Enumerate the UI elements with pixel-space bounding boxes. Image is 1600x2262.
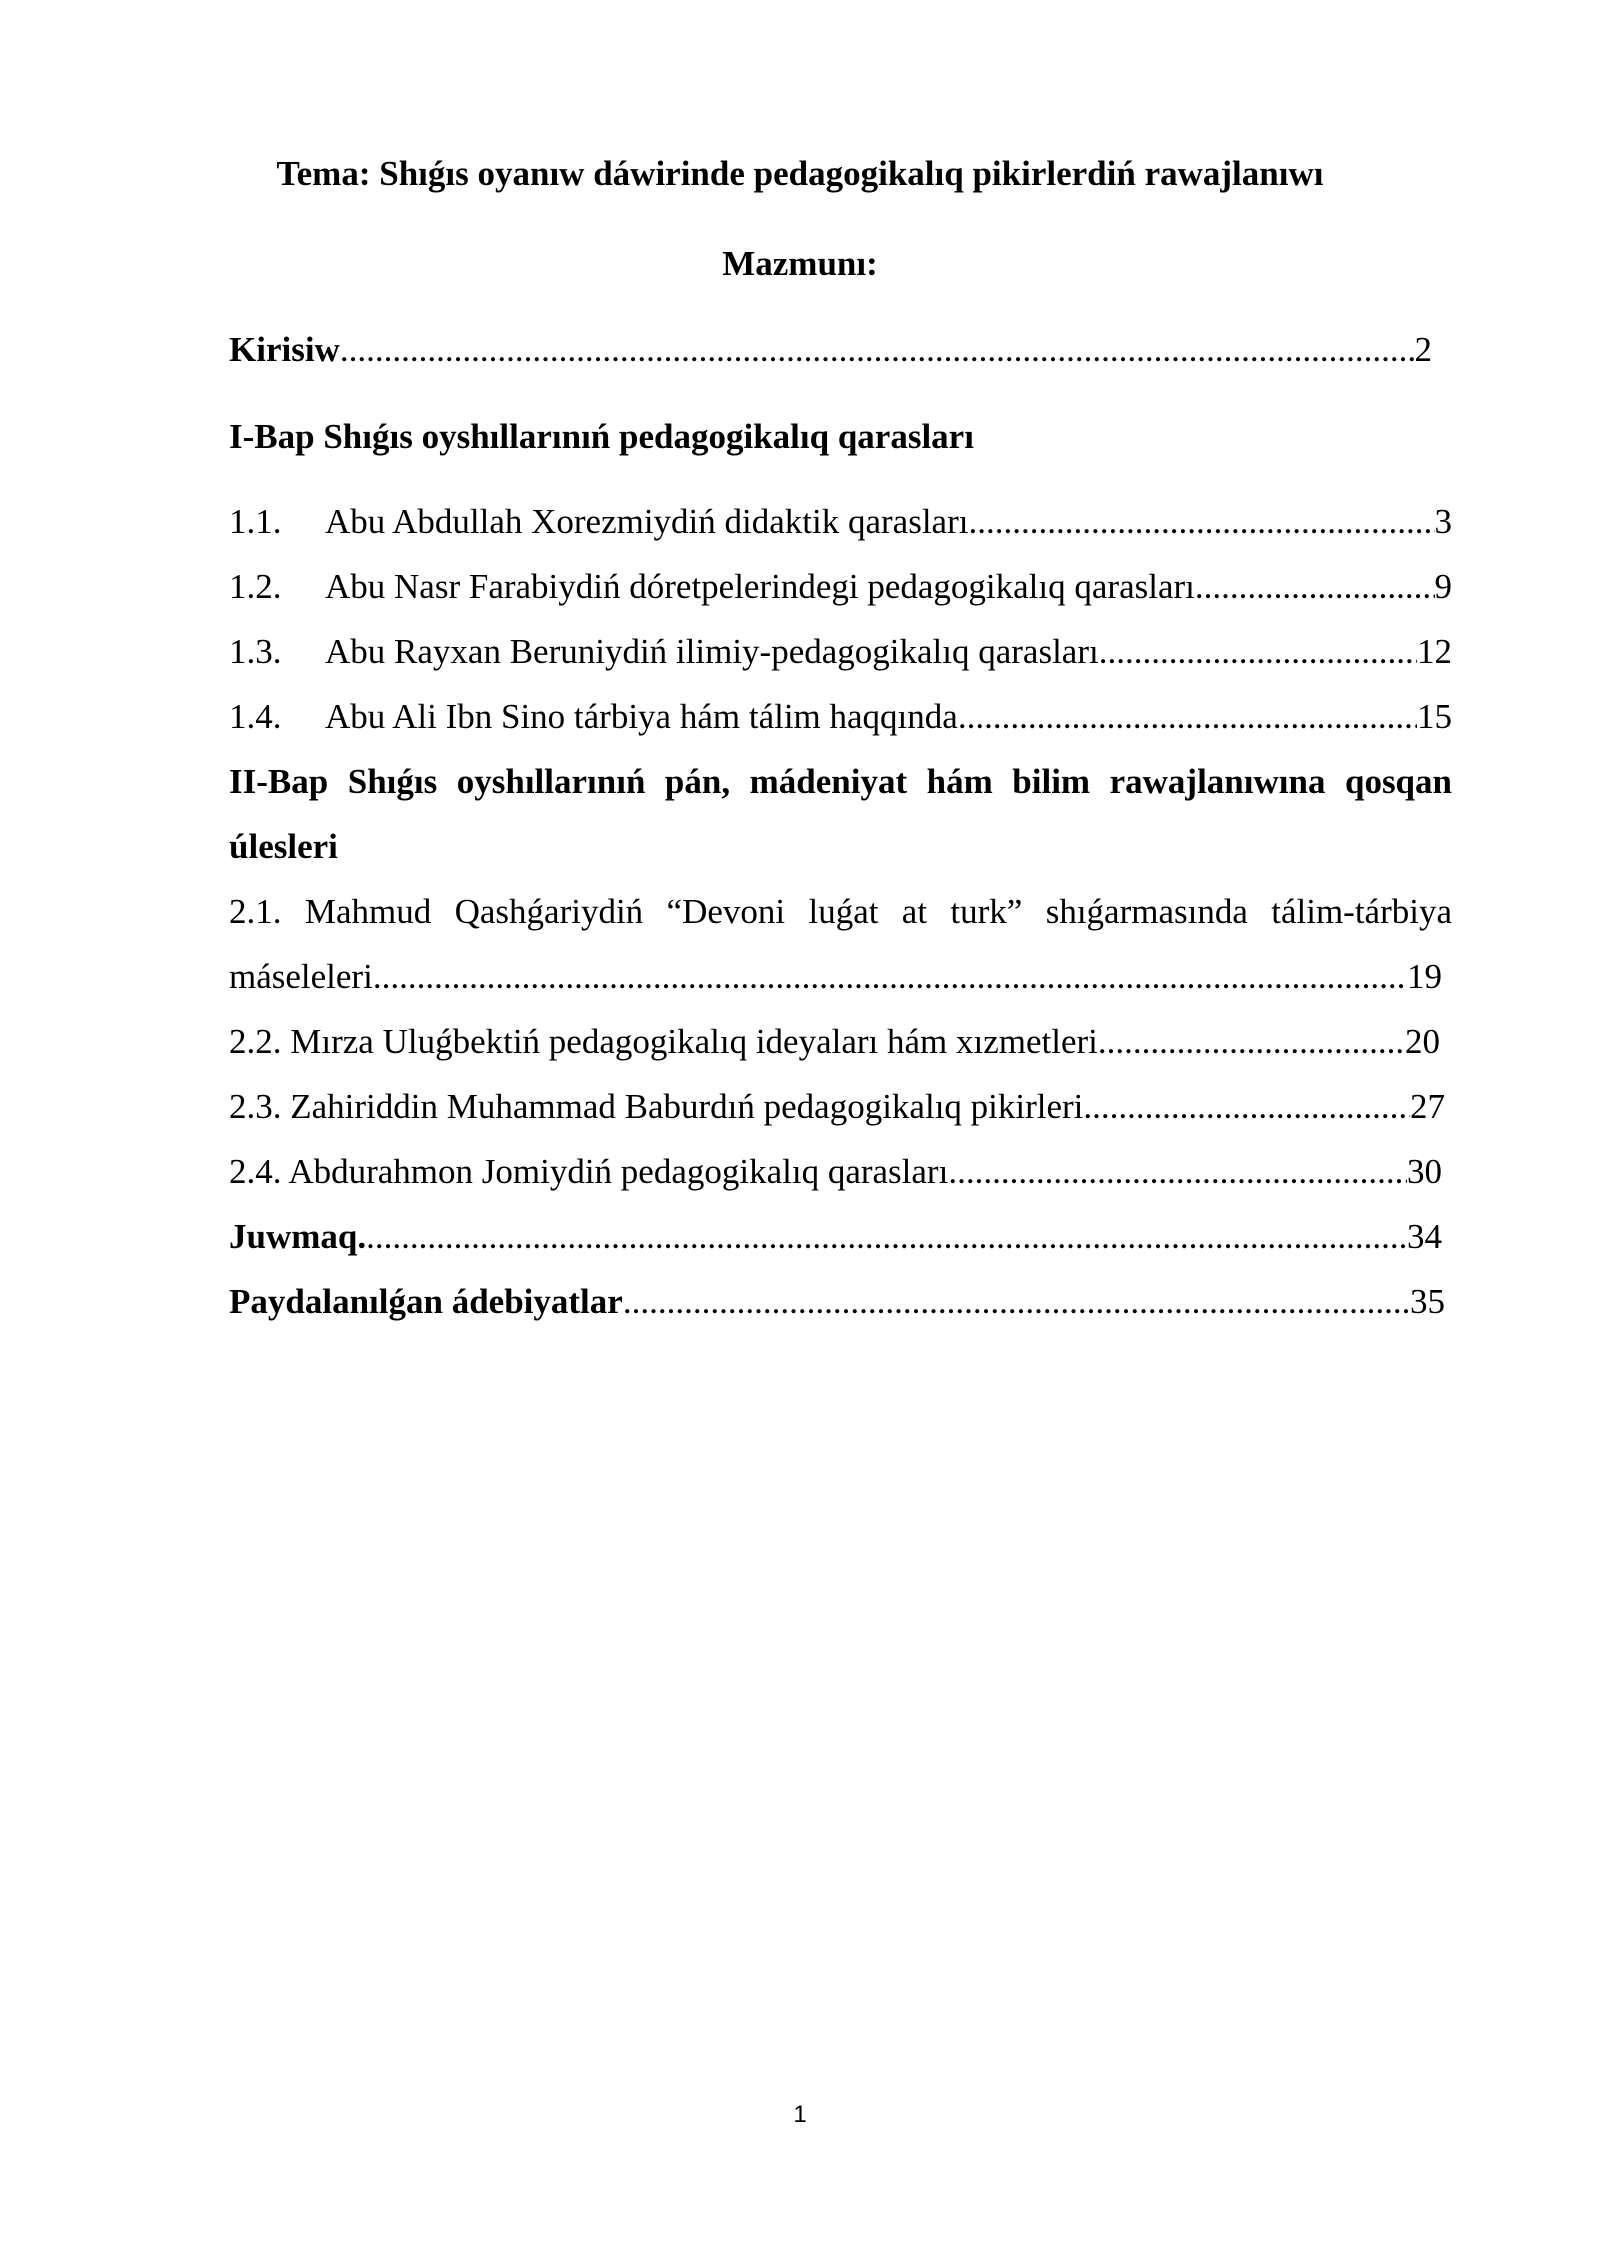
document-title: Tema: Shıǵıs oyanıw dáwirinde pedagogikalıq pikirlerdiń rawajlanıwı [276, 154, 1324, 193]
toc-entry-label [229, 695, 958, 739]
toc-entry-2-2[interactable] [229, 1020, 1440, 1064]
toc-page-number: 34 [1407, 1217, 1442, 1256]
toc-entry-label [229, 565, 1195, 609]
toc-page-number: 3 [1434, 502, 1452, 541]
toc-entry-text: Abu Abdullah Xorezmiydiń didaktik qarasları [325, 502, 969, 541]
toc-entry-label: 2.4. Abdurahmon Jomiydiń pedagogikalıq qarasları [229, 1152, 949, 1191]
toc-entry-text: Abu Rayxan Beruniydiń ilimiy-pedagogikalıq qarasları [325, 632, 1099, 671]
toc-entry-number: 1.2. [229, 567, 282, 606]
leader-dots [1083, 1085, 1410, 1129]
toc-entry-2-1-line-1[interactable]: 2.1. Mahmud Qashǵariydiń “Devoni luǵat at turk” shıǵarmasında tálim-tárbiya [229, 892, 1452, 931]
toc-entry-2-3[interactable] [229, 1085, 1445, 1129]
toc-entry-label: 2.2. Mırza Uluǵbektiń pedagogikalıq ideyaları hám xızmetleri [229, 1022, 1098, 1061]
toc-entry-number: 1.1. [229, 502, 282, 541]
toc-entry-label: Kirisiw [229, 330, 340, 369]
leader-dots [958, 695, 1417, 739]
toc-entry-1-3[interactable] [229, 630, 1452, 674]
toc-chapter-1[interactable]: I-Bap Shıǵıs oyshıllarınıń pedagogikalıq qarasları [229, 417, 974, 456]
leader-dots [968, 500, 1434, 544]
toc-page-number: 19 [1407, 957, 1442, 996]
toc-page-number: 2 [1414, 330, 1432, 369]
leader-dots [340, 328, 1415, 372]
toc-entry-1-2[interactable] [229, 565, 1452, 609]
leader-dots [1098, 1020, 1405, 1064]
leader-dots [623, 1280, 1410, 1324]
toc-page-number: 27 [1410, 1087, 1445, 1126]
toc-page-number: 12 [1417, 632, 1452, 671]
leader-dots [373, 955, 1407, 999]
toc-entry-label [229, 500, 968, 544]
leader-dots [1195, 565, 1435, 609]
toc-heading: Mazmunı: [722, 244, 878, 283]
leader-dots [366, 1215, 1407, 1259]
toc-entry-label: 2.3. Zahiriddin Muhammad Baburdıń pedagogikalıq pikirleri [229, 1087, 1084, 1126]
toc-entry-label [229, 630, 1099, 674]
toc-entry-intro[interactable] [229, 328, 1432, 372]
toc-entry-text: Abu Ali Ibn Sino tárbiya hám tálim haqqında [325, 697, 958, 736]
page-number: 1 [793, 2101, 807, 2128]
toc-entry-label: máseleleri [229, 957, 373, 996]
toc-entry-text: Abu Nasr Farabiydiń dóretpelerindegi pedagogikalıq qarasları [325, 567, 1195, 606]
toc-page-number: 35 [1410, 1282, 1445, 1321]
leader-dots [1099, 630, 1417, 674]
toc-entry-references[interactable] [229, 1280, 1445, 1324]
toc-entry-label: Paydalanılǵan ádebiyatlar [229, 1282, 623, 1321]
toc-page-number: 20 [1405, 1022, 1440, 1061]
toc-entry-1-4[interactable] [229, 695, 1452, 739]
leader-dots [948, 1150, 1407, 1194]
toc-entry-number: 1.4. [229, 697, 282, 736]
toc-chapter-2-line-1[interactable]: II-Bap Shıǵıs oyshıllarınıń pán, mádeniyat hám bilim rawajlanıwına qosqan [229, 762, 1452, 801]
toc-entry-number: 1.3. [229, 632, 282, 671]
toc-entry-label: Juwmaq. [229, 1217, 367, 1256]
toc-entry-1-1[interactable] [229, 500, 1452, 544]
toc-chapter-2-line-2[interactable]: úlesleri [229, 827, 338, 866]
toc-entry-conclusion[interactable] [229, 1215, 1442, 1259]
toc-page-number: 30 [1407, 1152, 1442, 1191]
toc-entry-2-1[interactable] [229, 955, 1442, 999]
toc-page-number: 15 [1417, 697, 1452, 736]
toc-page-number: 9 [1434, 567, 1452, 606]
toc-entry-2-4[interactable] [229, 1150, 1442, 1194]
